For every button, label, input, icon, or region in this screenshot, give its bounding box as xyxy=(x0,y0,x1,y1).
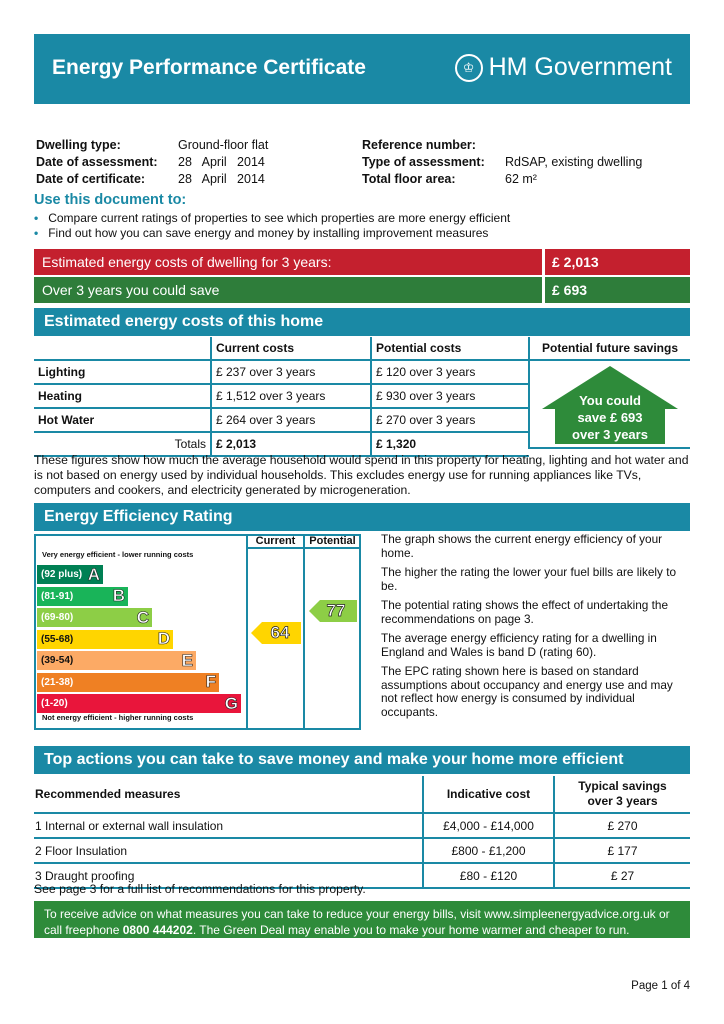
col-savings-line: Typical savings xyxy=(578,779,667,793)
divider xyxy=(246,534,248,730)
col-current-costs: Current costs xyxy=(211,337,371,360)
band-b xyxy=(37,587,128,606)
rating-text: The EPC rating shown here is based on standard assumptions about occupancy and energy use and may not reflect how energy is consumed by individual occupants. xyxy=(381,664,673,719)
arrow-line: save £ 693 xyxy=(577,410,643,425)
bullet-item: • Find out how you can save energy and money by installing improvement measures xyxy=(34,226,489,240)
table-row xyxy=(34,813,690,838)
assessment-type: RdSAP, existing dwelling xyxy=(505,155,643,169)
band-letter: C xyxy=(136,607,149,627)
divider xyxy=(530,447,690,449)
measure: 3 Draught proofing xyxy=(34,863,423,888)
reference-label: Reference number: xyxy=(362,138,476,152)
advice-text: call freephone xyxy=(44,923,123,937)
page-number: Page 1 of 4 xyxy=(631,980,690,992)
band-letter: F xyxy=(205,672,216,691)
advice-bar xyxy=(34,901,690,938)
total-cost-label-bar: Estimated energy costs of dwelling for 3 years: xyxy=(34,249,542,275)
actions-table xyxy=(34,776,690,889)
band-range: (69-80) xyxy=(41,612,74,623)
total-potential: £ 1,320 xyxy=(376,437,417,451)
hm-government-logo xyxy=(455,53,672,82)
advice-line xyxy=(44,922,680,938)
col-current-rating: Current xyxy=(255,535,296,547)
save-value: £ 693 xyxy=(545,277,690,303)
row-potential: £ 270 over 3 years xyxy=(376,413,476,427)
band-range: (39-54) xyxy=(41,655,74,666)
see-page-note: See page 3 for a full list of recommendations for this property. xyxy=(34,882,366,896)
measure-savings: £ 270 xyxy=(607,818,638,833)
col-indicative-cost: Indicative cost xyxy=(423,776,554,813)
rating-text: The graph shows the current energy efficiency of your home. xyxy=(381,532,663,560)
total-current: £ 2,013 xyxy=(211,432,371,456)
row-current: £ 264 over 3 years xyxy=(211,408,371,432)
totals-label: Totals xyxy=(34,432,211,456)
band-range: (21-38) xyxy=(41,676,74,688)
costs-corner xyxy=(34,337,211,360)
table-row xyxy=(34,360,529,384)
floor-area-label: Total floor area: xyxy=(362,172,456,186)
rating-bands xyxy=(37,565,241,713)
table-row xyxy=(34,838,690,863)
row-current: £ 237 over 3 years xyxy=(211,360,371,384)
row-potential: £ 930 over 3 years xyxy=(376,389,476,403)
band-letter: D xyxy=(157,629,170,648)
measure-cost: £4,000 - £14,000 xyxy=(423,813,554,838)
measure: 1 Internal or external wall insulation xyxy=(34,813,423,838)
measure-savings: £ 27 xyxy=(610,868,635,883)
col-potential-costs: Potential costs xyxy=(376,341,462,355)
gov-name: HM Government xyxy=(488,53,672,81)
reference-info xyxy=(362,138,642,189)
rating-section-heading: Energy Efficiency Rating xyxy=(34,503,690,531)
col-potential-rating: Potential xyxy=(309,535,356,547)
row-name: Hot Water xyxy=(34,408,211,432)
floor-area: 62 m² xyxy=(505,172,537,186)
col-typical-savings xyxy=(554,776,690,813)
bottom-caption: Not energy efficient - higher running costs xyxy=(42,713,194,722)
band-range: (1-20) xyxy=(41,698,68,709)
savings-arrow-text xyxy=(555,392,665,443)
band-f xyxy=(37,673,219,692)
bullet-text: Compare current ratings of properties to see which properties are more energy efficient xyxy=(48,211,511,225)
band-d xyxy=(37,630,173,649)
band-letter: B xyxy=(112,586,125,605)
row-current: £ 1,512 over 3 years xyxy=(211,384,371,408)
table-row xyxy=(34,408,529,432)
measure: 2 Floor Insulation xyxy=(34,838,423,863)
arrow-line: You could xyxy=(579,393,641,408)
arrow-line: over 3 years xyxy=(572,427,648,442)
band-range: (81-91) xyxy=(41,590,74,602)
costs-note: These figures show how much the average household would spend in this property for heating, lighting and hot water and is not based on energy used by individual households. This excludes energy use for running appliances like TVs, computers and cookers, and electricity generated by microgeneration. xyxy=(34,453,689,497)
dwelling-type-label: Dwelling type: xyxy=(36,138,121,152)
col-measures: Recommended measures xyxy=(34,776,423,813)
certificate-date-label: Date of certificate: xyxy=(36,172,146,186)
costs-table xyxy=(34,337,529,457)
total-cost-value: £ 2,013 xyxy=(545,249,690,275)
header-bar xyxy=(34,34,690,104)
rating-text: The average energy efficiency rating for a dwelling in England and Wales is band D (rating 60). xyxy=(381,631,657,659)
band-a xyxy=(37,565,103,584)
band-letter: E xyxy=(181,650,193,670)
certificate-date: 28 April 2014 xyxy=(178,172,265,186)
dwelling-type: Ground-floor flat xyxy=(178,138,269,152)
measure-savings: £ 177 xyxy=(607,843,638,858)
rating-text: The higher the rating the lower your fuel bills are likely to be. xyxy=(381,565,677,593)
band-g xyxy=(37,694,241,713)
save-label-bar: Over 3 years you could save xyxy=(34,277,542,303)
band-range: (55-68) xyxy=(41,633,74,645)
assessment-type-label: Type of assessment: xyxy=(362,155,485,169)
rating-explanation xyxy=(381,533,691,725)
divider xyxy=(303,534,305,730)
rating-text: The potential rating shows the effect of undertaking the recommendations on page 3. xyxy=(381,598,669,626)
actions-section-heading: Top actions you can take to save money and make your home more efficient xyxy=(34,746,690,774)
assessment-date-label: Date of assessment: xyxy=(36,155,158,169)
potential-rating-value: 77 xyxy=(326,601,346,620)
band-e xyxy=(37,651,196,670)
advice-line: To receive advice on what measures you can take to reduce your energy bills, visit www.simpleenergyadvice.org.uk or xyxy=(44,907,670,921)
band-letter: G xyxy=(224,693,238,713)
col-future-savings: Potential future savings xyxy=(530,337,690,361)
measure-cost: £800 - £1,200 xyxy=(423,838,554,863)
current-rating-value: 64 xyxy=(270,623,290,642)
row-name: Heating xyxy=(34,384,211,408)
col-savings-line: over 3 years xyxy=(587,794,658,808)
dwelling-info xyxy=(36,138,268,189)
crest-icon: ♔ xyxy=(455,54,483,82)
bullet-text: Find out how you can save energy and money by installing improvement measures xyxy=(48,226,489,240)
use-document-heading: Use this document to: xyxy=(34,192,187,208)
table-row xyxy=(34,384,529,408)
band-c xyxy=(37,608,152,627)
row-potential: £ 120 over 3 years xyxy=(376,365,476,379)
row-name: Lighting xyxy=(34,360,211,384)
band-letter: A xyxy=(87,564,100,584)
band-range: (92 plus) xyxy=(41,569,83,580)
costs-section-heading: Estimated energy costs of this home xyxy=(34,308,690,336)
assessment-date: 28 April 2014 xyxy=(178,155,265,169)
measure-cost: £80 - £120 xyxy=(423,863,554,888)
divider xyxy=(248,547,359,549)
page-title: Energy Performance Certificate xyxy=(52,56,366,79)
advice-phone: 0800 444202 xyxy=(122,923,193,937)
bullet-item: • Compare current ratings of properties to see which properties are more energy efficient xyxy=(34,211,511,225)
use-bullets xyxy=(34,211,510,241)
advice-text: . The Green Deal may enable you to make your home warmer and cheaper to run. xyxy=(192,923,630,937)
top-caption: Very energy efficient - lower running costs xyxy=(42,550,194,559)
